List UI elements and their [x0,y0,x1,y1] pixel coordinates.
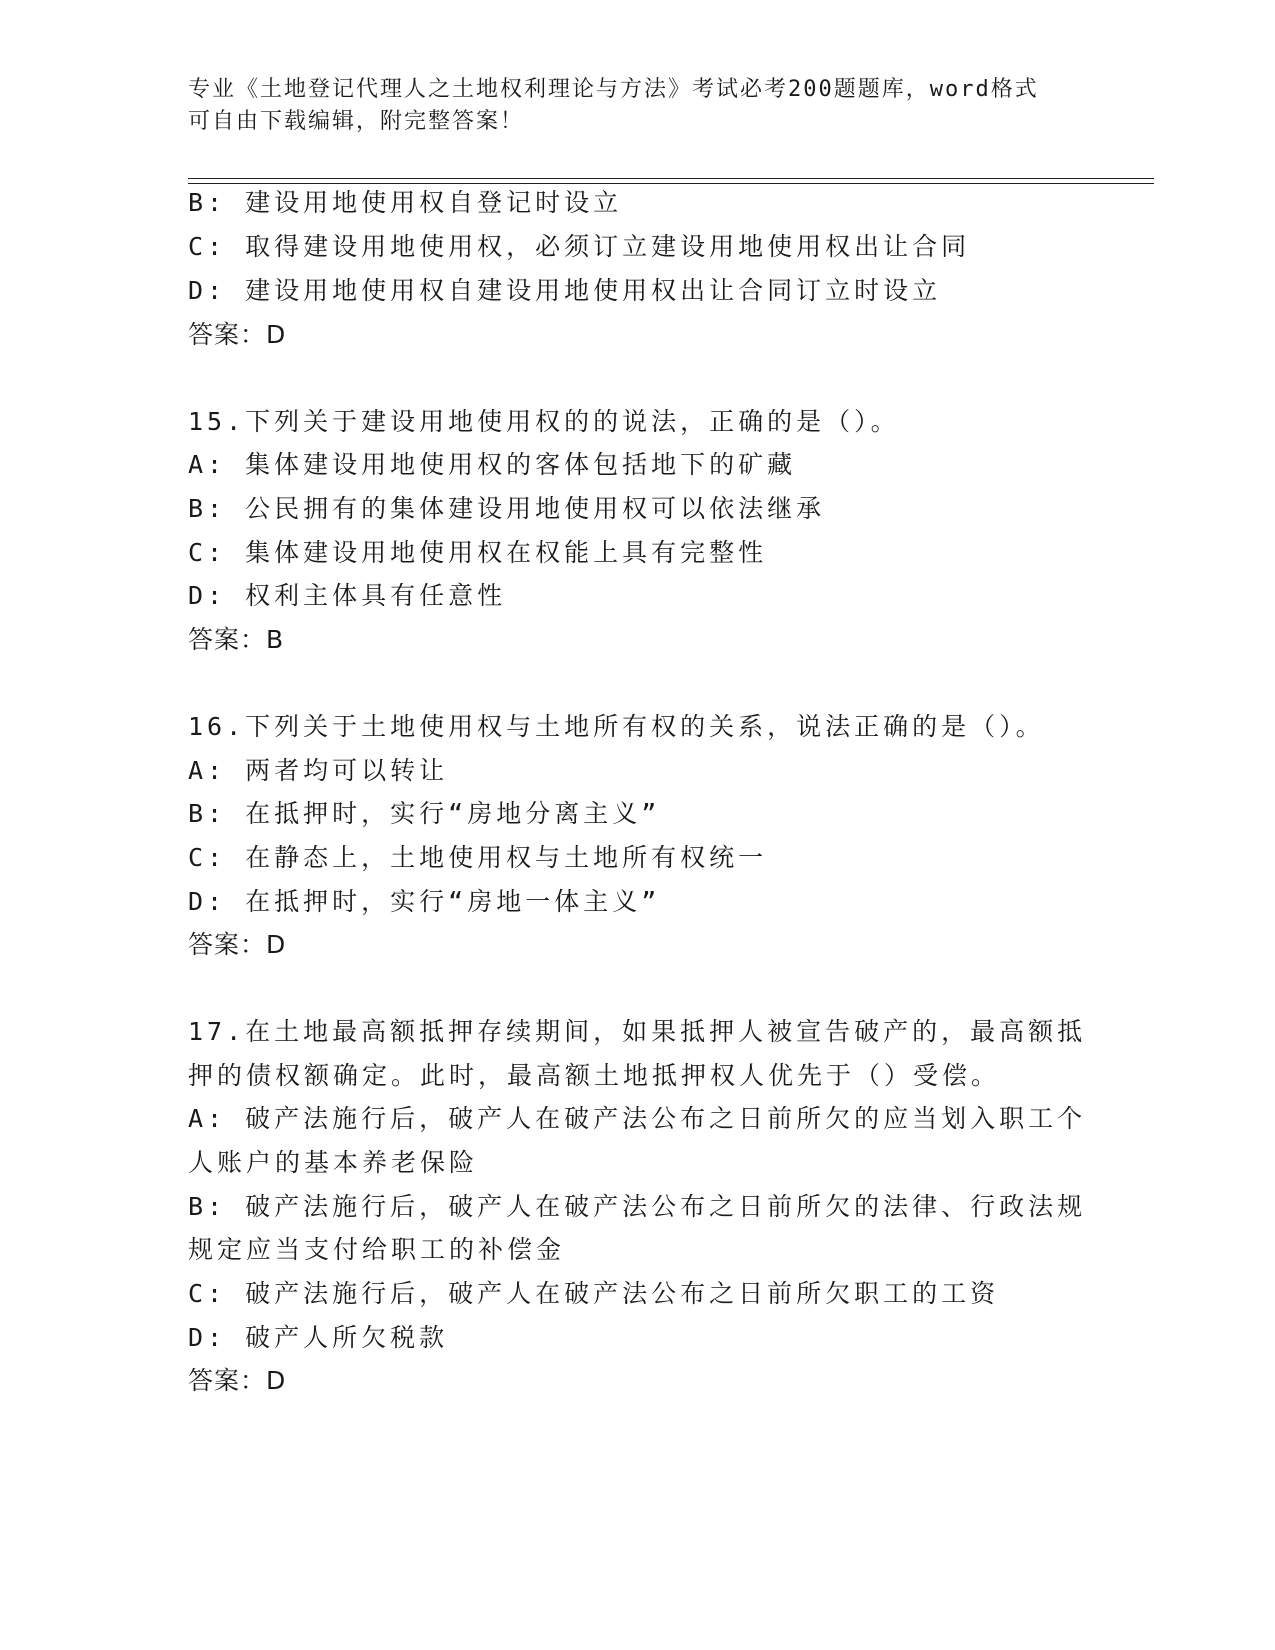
header-rule-bottom [188,183,1154,184]
q16-option-d: D: 在抵押时，实行“房地一体主义” [188,887,661,916]
header-rule-top [188,178,1154,179]
q15-question: 15.下列关于建设用地使用权的的说法，正确的是（）。 [188,407,900,436]
q15-answer: 答案：B [188,625,285,654]
q14-answer: 答案：D [188,320,287,349]
q17-option-c: C: 破产法施行后，破产人在破产法公布之日前所欠职工的工资 [188,1279,1000,1308]
q16-answer: 答案：D [188,930,287,959]
q14-option-c: C: 取得建设用地使用权，必须订立建设用地使用权出让合同 [188,232,971,261]
q16-option-a: A: 两者均可以转让 [188,756,449,785]
q17-answer: 答案：D [188,1366,287,1395]
q17-option-a-line-2: 人账户的基本养老保险 [188,1148,479,1177]
q16-option-c: C: 在静态上，土地使用权与土地所有权统一 [188,843,768,872]
q16-option-b: B: 在抵押时，实行“房地分离主义” [188,799,661,828]
q17-option-b-line-1: B: 破产法施行后，破产人在破产法公布之日前所欠的法律、行政法规 [188,1192,1087,1221]
q17-option-a-line-1: A: 破产法施行后，破产人在破产法公布之日前所欠的应当划入职工个 [188,1104,1087,1133]
q15-option-b: B: 公民拥有的集体建设用地使用权可以依法继承 [188,494,826,523]
q14-option-b: B: 建设用地使用权自登记时设立 [188,188,623,217]
q17-question-line-2: 押的债权额确定。此时，最高额土地抵押权人优先于（）受偿。 [188,1061,1001,1090]
q15-option-d: D: 权利主体具有任意性 [188,581,507,610]
document-header [188,74,1088,138]
q15-option-a: A: 集体建设用地使用权的客体包括地下的矿藏 [188,450,797,479]
q17-question-line-1: 17.在土地最高额抵押存续期间，如果抵押人被宣告破产的，最高额抵 [188,1017,1087,1046]
q17-option-b-line-2: 规定应当支付给职工的补偿金 [188,1235,566,1264]
q14-option-d: D: 建设用地使用权自建设用地使用权出让合同订立时设立 [188,276,942,305]
q17-option-d: D: 破产人所欠税款 [188,1323,449,1352]
header-line-2: 可自由下载编辑，附完整答案！ [188,109,525,134]
q15-option-c: C: 集体建设用地使用权在权能上具有完整性 [188,538,768,567]
header-line-1: 专业《土地登记代理人之土地权利理论与方法》考试必考200题题库，word格式 [188,77,1039,102]
q16-question: 16.下列关于土地使用权与土地所有权的关系，说法正确的是（）。 [188,712,1045,741]
